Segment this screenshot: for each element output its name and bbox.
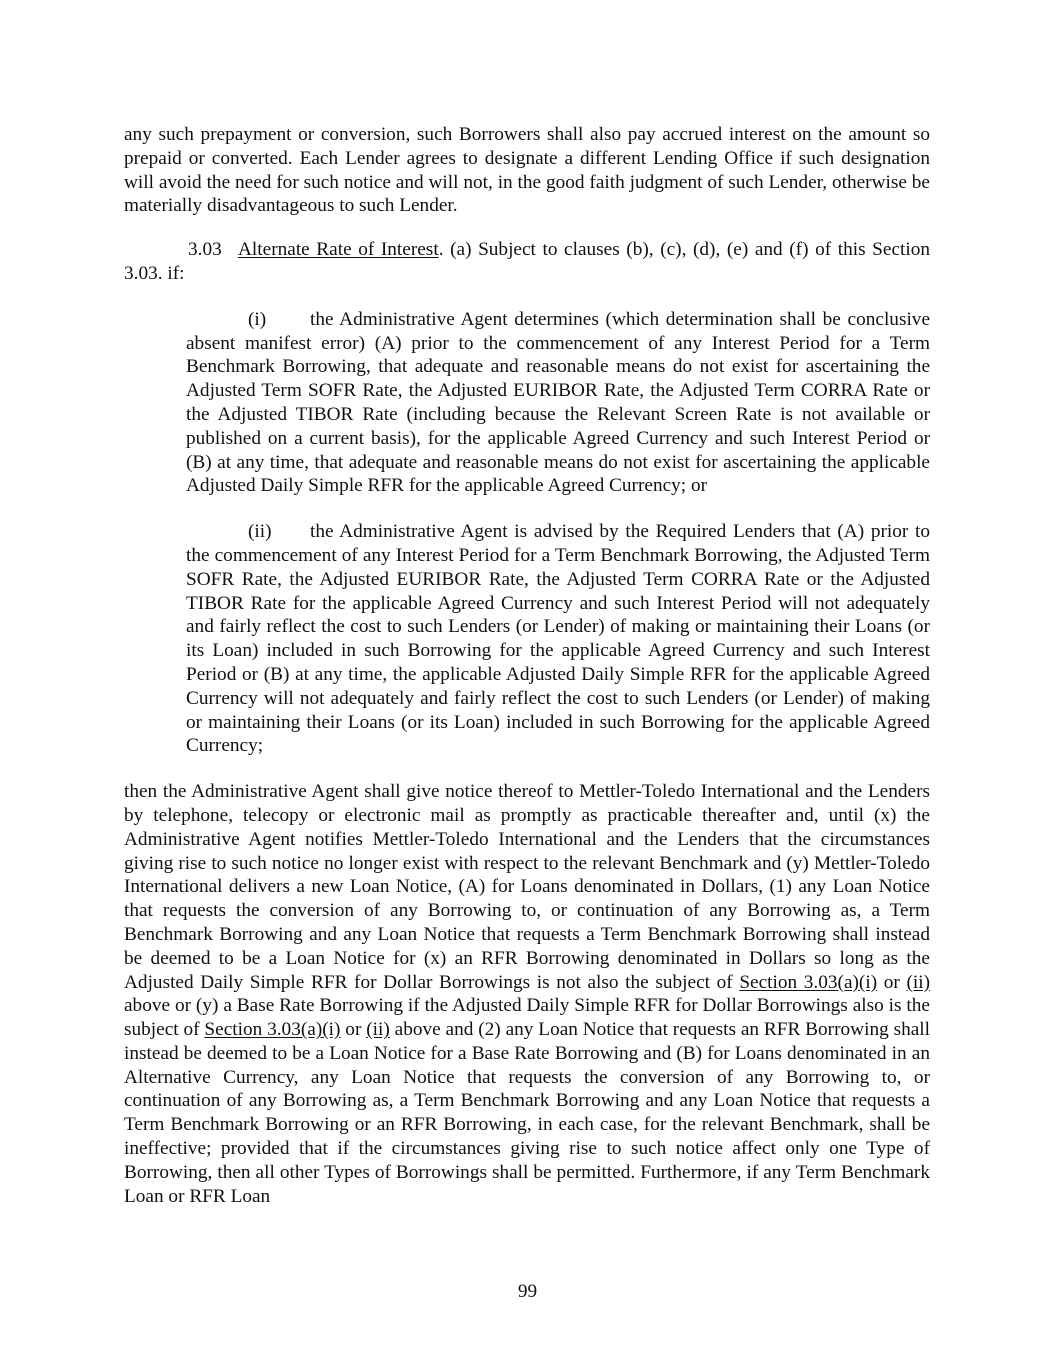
section-intro: (a) Subject to clauses (b), (c), (d), (e) and (f) of this Section 3.03. if:: [124, 239, 931, 284]
clause-ii-label: (ii): [248, 521, 272, 543]
section-number: 3.03: [188, 239, 222, 261]
clause-i-label: (i): [248, 308, 267, 330]
cross-reference: Section 3.03(a)(i): [739, 971, 878, 993]
document-body: [124, 123, 930, 1208]
clause-i-text: the Administrative Agent determines (which determination shall be conclusive absent manifest error) (A) prior to the commencement of any Interest Period for a Term Benchmark Borrowing, that adequate and reasonable means do not exist for ascertaining the Adjusted Term SOFR Rate, the Adjusted EURIBOR Rate, the Adjusted Term CORRA Rate or the Adjusted TIBOR Rate (including because the Relevant Screen Rate is not available or published on a current basis), for the applicable Agreed Currency and such Interest Period or (B) at any time, that adequate and reasonable means do not exist for ascertaining the applicable Adjusted Daily Simple RFR for the applicable Agreed Currency; or: [186, 308, 930, 497]
section-3-03-heading-paragraph: [124, 238, 930, 286]
cross-reference: (ii): [366, 1019, 390, 1041]
consequence-text-b: or: [877, 971, 907, 993]
consequence-text-d: or: [340, 1019, 367, 1041]
consequence-text-a: then the Administrative Agent shall give notice thereof to Mettler-Toledo International and the Lenders by telephone, telecopy or electronic mail as promptly as practicable thereafter and, until (x) the Administrative Agent notifies Mettler-Toledo International and the Lenders that the circumstances giving rise to such notice no longer exist with respect to the relevant Benchmark and (y) Mettler-Toledo International delivers a new Loan Notice, (A) for Loans denominated in Dollars, (1) any Loan Notice that requests the conversion of any Borrowing to, or continuation of any Borrowing as, a Term Benchmark Borrowing and any Loan Notice that requests a Term Benchmark Borrowing shall instead be deemed to be a Loan Notice for (x) an RFR Borrowing denominated in Dollars so long as the Adjusted Daily Simple RFR for Dollar Borrowings is not also the subject of: [124, 781, 930, 993]
page-number: 99: [517, 1281, 538, 1302]
consequence-text-e: above and (2) any Loan Notice that requests an RFR Borrowing shall instead be deemed to be a Loan Notice for a Base Rate Borrowing and (B) for Loans denominated in an Alternative Currency, any Loan Notice that requests the conversion of any Borrowing to, or continuation of any Borrowing as, a Term Benchmark Borrowing and any Loan Notice that requests a Term Benchmark Borrowing or an RFR Borrowing, in each case, for the relevant Benchmark, shall be ineffective; provided that if the circumstances giving rise to such notice affect only one Type of Borrowing, then all other Types of Borrowings shall be permitted. Furthermore, if any Term Benchmark Loan or RFR Loan: [124, 1019, 931, 1207]
consequence-paragraph: [124, 780, 930, 1208]
section-heading: Alternate Rate of Interest: [238, 239, 439, 261]
paragraph-continuation: any such prepayment or conversion, such Borrowers shall also pay accrued interest on the amount so prepaid or converted. Each Lender agrees to designate a different Lending Office if such designation will avoid the need for such notice and will not, in the good faith judgment of such Lender, otherwise be materially disadvantageous to such Lender.: [124, 124, 930, 217]
clause-ii: [186, 520, 930, 758]
clause-i: [186, 308, 930, 498]
cross-reference: (ii): [906, 971, 931, 993]
consequence-text-c: above or (y) a Base Rate Borrowing if the Adjusted Daily Simple RFR for Dollar Borrowings also is the subject of: [124, 995, 930, 1041]
section-heading-punct: .: [438, 239, 444, 261]
clause-ii-text: the Administrative Agent is advised by the Required Lenders that (A) prior to the commencement of any Interest Period for a Term Benchmark Borrowing, the Adjusted Term SOFR Rate, the Adjusted EURIBOR Rate, the Adjusted Term CORRA Rate or the Adjusted TIBOR Rate for the applicable Agreed Currency and such Interest Period will not adequately and fairly reflect the cost to such Lenders (or Lender) of making or maintaining their Loans (or its Loan) included in such Borrowing for the applicable Agreed Currency and such Interest Period or (B) at any time, the applicable Adjusted Daily Simple RFR for the applicable Agreed Currency will not adequately and fairly reflect the cost to such Lenders (or Lender) of making or maintaining their Loans (or its Loan) included in such Borrowing for the applicable Agreed Currency;: [186, 521, 930, 757]
cross-reference: Section 3.03(a)(i): [204, 1019, 341, 1041]
